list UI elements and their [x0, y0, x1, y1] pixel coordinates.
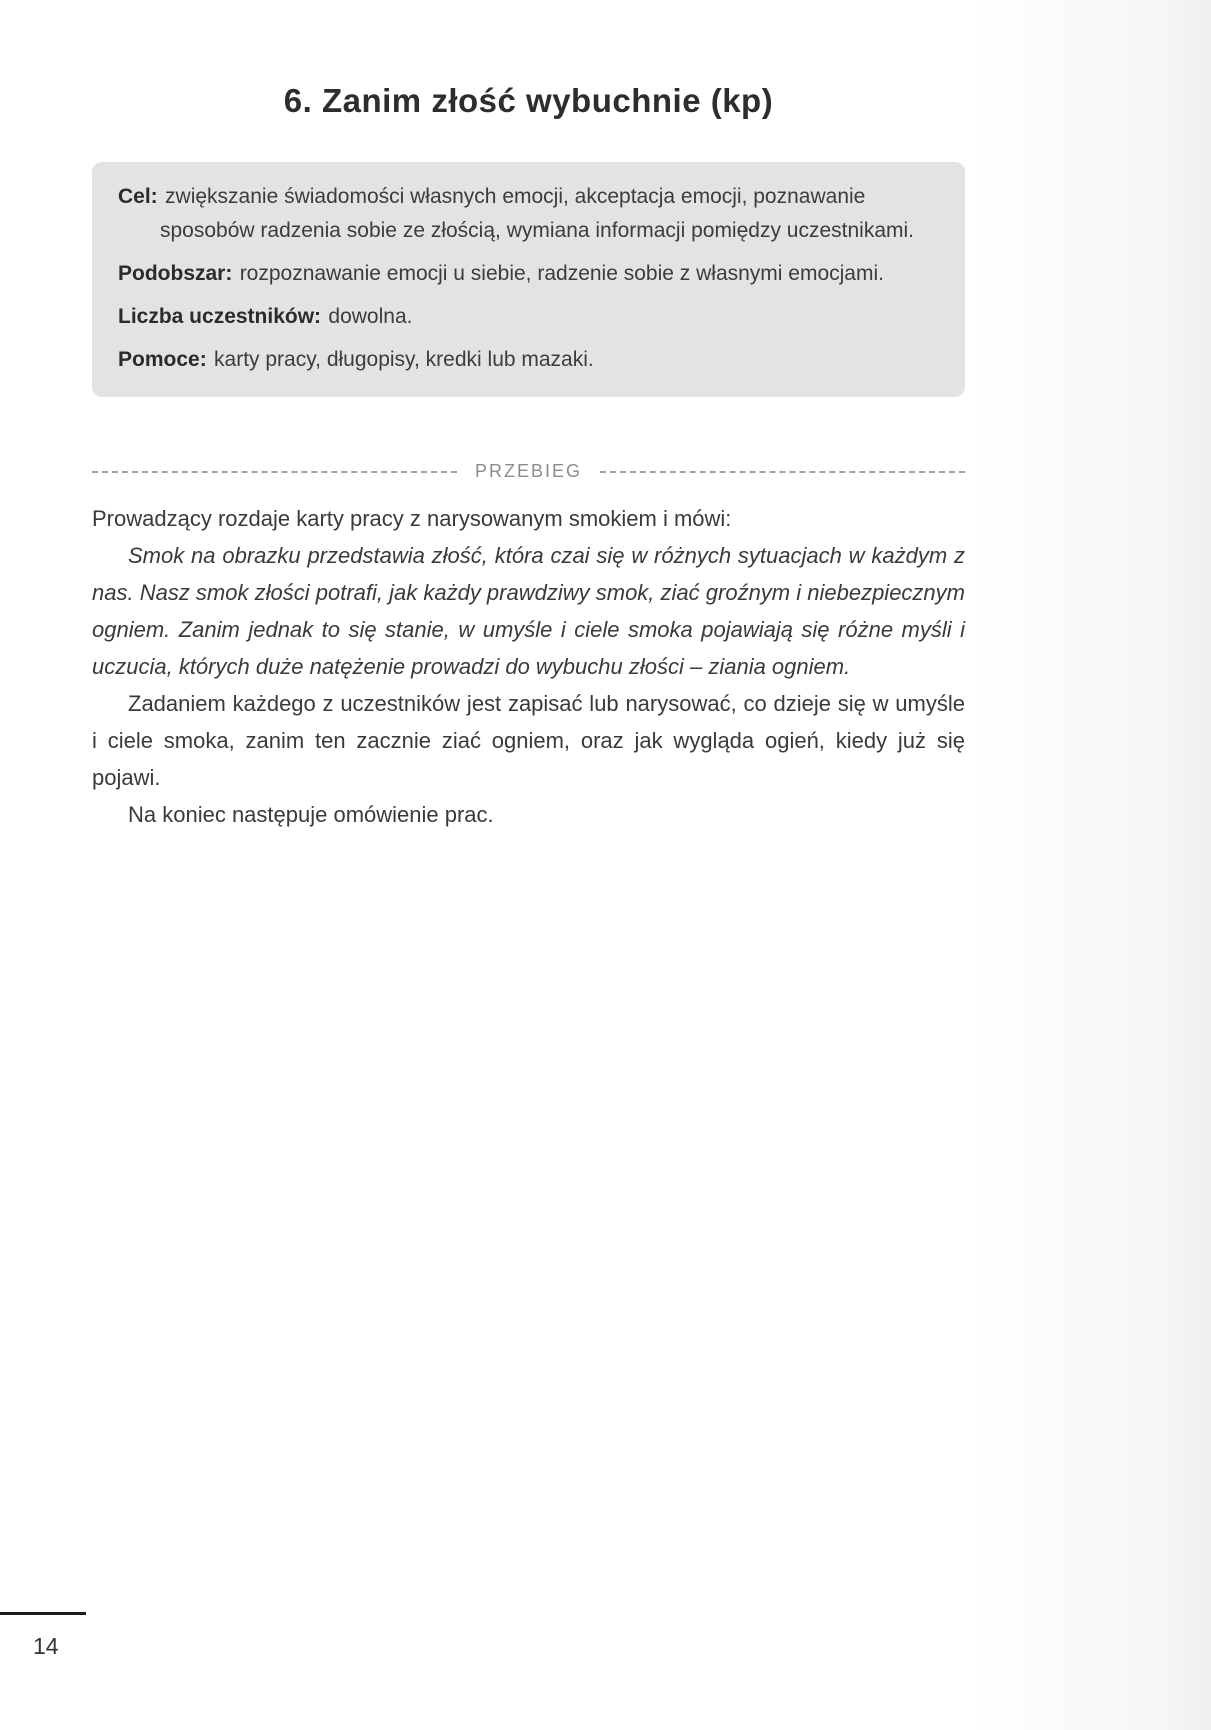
paragraph-task: Zadaniem każdego z uczestników jest zapisać lub narysować, co dzieje się w umyśle i ciele smoka, zanim ten zacznie ziać ogniem, oraz jak wygląda ogień, kiedy już się pojawi. — [92, 691, 965, 790]
page-number: 14 — [33, 1633, 59, 1659]
info-box — [92, 162, 965, 397]
page-content — [92, 0, 965, 833]
info-text-pomoce: karty pracy, długopisy, kredki lub mazaki. — [214, 348, 594, 371]
info-item-liczba-uczestnikow — [118, 300, 937, 334]
divider-label: PRZEBIEG — [474, 461, 583, 481]
divider-dashes-right — [600, 471, 965, 473]
divider-dashes-left — [92, 471, 457, 473]
page-title: 6. Zanim złość wybuchnie (kp) — [283, 82, 774, 119]
section-divider — [92, 461, 965, 482]
paragraph-quote: Smok na obrazku przedstawia złość, która czai się w różnych sytuacjach w każdym z nas. Nasz smok złości potrafi, jak każdy prawdziwy smok, ziać groźnym i niebezpiecznym ogniem. Zanim jednak to się stanie, w umyśle i ciele smoka pojawiają się różne myśli i uczucia, których duże natężenie prowadzi do wybuchu złości – ziania ogniem. — [92, 543, 965, 679]
info-label-podobszar: Podobszar: — [118, 262, 233, 285]
info-item-podobszar — [118, 257, 937, 291]
info-text-podobszar: rozpoznawanie emocji u siebie, radzenie sobie z własnymi emocjami. — [239, 262, 884, 285]
info-item-cel — [118, 180, 937, 248]
paragraph-intro: Prowadzący rozdaje karty pracy z narysowanym smokiem i mówi: — [92, 506, 732, 531]
footer-rule — [0, 1612, 86, 1615]
info-text-liczba-uczestnikow: dowolna. — [328, 305, 413, 328]
info-text-cel: zwiększanie świadomości własnych emocji, akceptacja emocji, poznawanie sposobów radzenia sobie ze złością, wymiana informacji pomiędzy uczestnikami. — [160, 185, 915, 242]
info-label-cel: Cel: — [118, 185, 158, 208]
paragraph-closing: Na koniec następuje omówienie prac. — [128, 802, 494, 827]
info-label-pomoce: Pomoce: — [118, 348, 207, 371]
info-item-pomoce — [118, 343, 937, 377]
info-label-liczba-uczestnikow: Liczba uczestników: — [118, 305, 322, 328]
